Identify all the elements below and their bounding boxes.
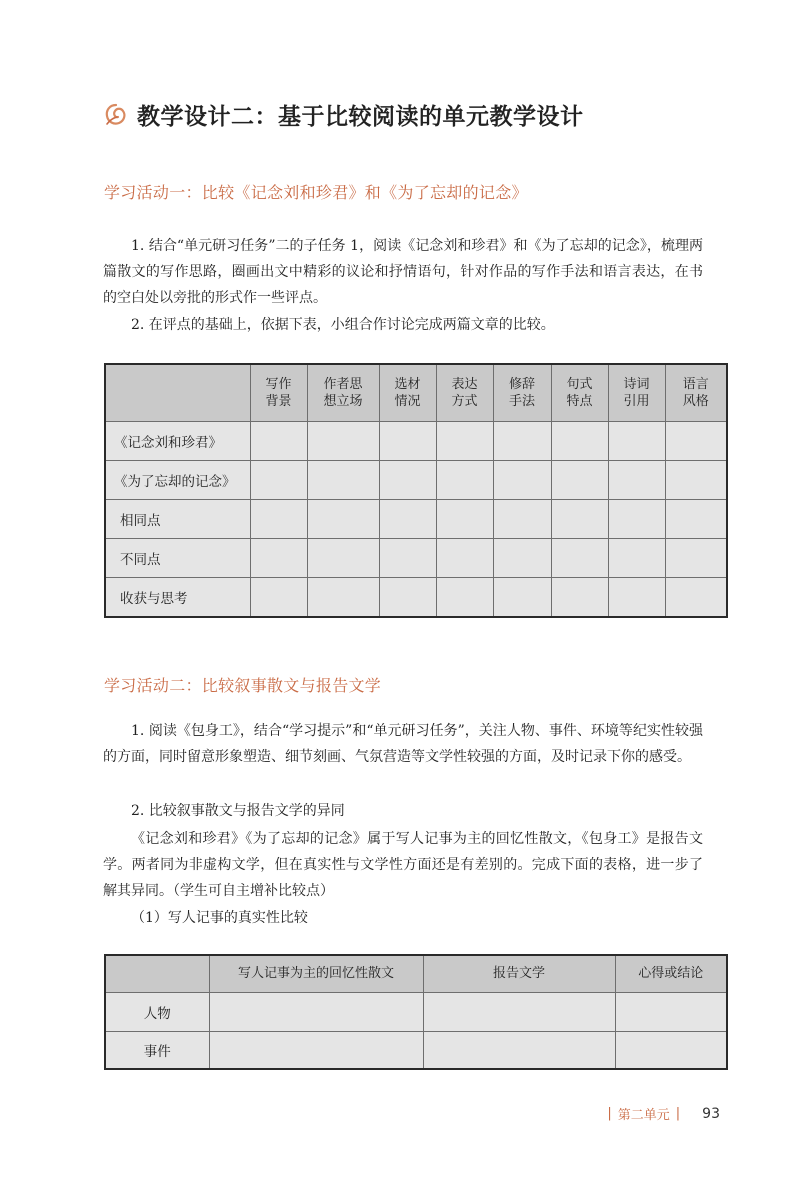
table1-cell[interactable] [665,577,727,617]
page-number: 93 [702,1105,720,1122]
page-footer [601,1104,720,1123]
table1-row-label: 收获与思考 [105,577,250,617]
table1-cell[interactable] [307,499,379,538]
table1-cell[interactable] [307,538,379,577]
activity1-title: 学习活动一：比较《记念刘和珍君》和《为了忘却的记念》 [104,183,528,202]
table1-header: 诗词 引用 [608,364,665,421]
table1-cell[interactable] [551,577,608,617]
table1-cell[interactable] [250,460,307,499]
table2-corner-cell [105,955,209,992]
activity2-paragraph-2: 2. 比较叙事散文与报告文学的异同 [131,803,345,819]
table1-header: 作者思 想立场 [307,364,379,421]
table1-header: 写作 背景 [250,364,307,421]
table2-header: 写人记事为主的回忆性散文 [209,955,423,992]
activity2-title: 学习活动二：比较叙事散文与报告文学 [104,676,382,695]
table1-cell[interactable] [608,577,665,617]
comparison-table-2 [104,954,728,1070]
table2-row-label: 事件 [105,1031,209,1069]
table1-cell[interactable] [307,460,379,499]
table1-cell[interactable] [551,538,608,577]
footer-unit: 第二单元 [617,1108,670,1123]
table2-cell[interactable] [615,992,727,1031]
comparison-table-1 [104,363,728,618]
table1-cell[interactable] [436,421,493,460]
table2-row-label: 人物 [105,992,209,1031]
table1-row-label: 《记念刘和珍君》 [105,421,250,460]
table-row [105,1031,727,1069]
table1-cell[interactable] [608,460,665,499]
footer-divider: | [607,1106,612,1121]
table1-cell[interactable] [551,499,608,538]
footer-divider: | [675,1106,681,1121]
table1-cell[interactable] [608,538,665,577]
table1-cell[interactable] [551,460,608,499]
table-row [105,460,727,499]
table2-cell[interactable] [209,1031,423,1069]
table1-cell[interactable] [665,538,727,577]
swirl-leaf-icon [103,102,129,128]
table1-cell[interactable] [307,421,379,460]
table1-cell[interactable] [665,421,727,460]
table1-cell[interactable] [551,421,608,460]
table1-cell[interactable] [493,577,551,617]
table2-cell[interactable] [423,1031,615,1069]
activity2-paragraph-1: 1. 阅读《包身工》，结合“学习提示”和“单元研习任务”，关注人物、事件、环境等纪实性较强的方面，同时留意形象塑造、细节刻画、气氛营造等文学性较强的方面，及时记录下你的感受。 [103,723,703,765]
table2-header-row [105,955,727,992]
table1-cell[interactable] [436,538,493,577]
table1-header: 句式 特点 [551,364,608,421]
table2-header: 心得或结论 [615,955,727,992]
activity2-paragraph-3: 《记念刘和珍君》《为了忘却的记念》属于写人记事为主的回忆性散文，《包身工》是报告文学。两者同为非虚构文学，但在真实性与文学性方面还是有差别的。完成下面的表格，进一步了解其异同。（学生可自主增补比较点） [103,831,703,899]
table-row [105,577,727,617]
table1-cell[interactable] [608,499,665,538]
table1-cell[interactable] [250,421,307,460]
activity1-paragraph-1: 1. 结合“单元研习任务”二的子任务 1，阅读《记念刘和珍君》和《为了忘却的记念》，梳理两篇散文的写作思路，圈画出文中精彩的议论和抒情语句，针对作品的写作手法和语言表达，在书的空白处以旁批的形式作一些评点。 [103,238,703,306]
table2-cell[interactable] [615,1031,727,1069]
table1-cell[interactable] [307,577,379,617]
table2-cell[interactable] [423,992,615,1031]
table1-cell[interactable] [379,421,436,460]
activity1-paragraph-2: 2. 在评点的基础上，依据下表，小组合作讨论完成两篇文章的比较。 [131,317,555,333]
table2-cell[interactable] [209,992,423,1031]
table-row [105,499,727,538]
table-row [105,538,727,577]
table1-cell[interactable] [379,499,436,538]
table1-cell[interactable] [379,538,436,577]
table1-row-label: 《为了忘却的记念》 [105,460,250,499]
table1-header-row [105,364,727,421]
table1-cell[interactable] [250,538,307,577]
table1-header: 选材 情况 [379,364,436,421]
table1-cell[interactable] [665,499,727,538]
table1-cell[interactable] [493,538,551,577]
table-row [105,992,727,1031]
table1-cell[interactable] [436,577,493,617]
section-heading [103,98,584,131]
table1-corner-cell [105,364,250,421]
table1-cell[interactable] [493,499,551,538]
table1-header: 修辞 手法 [493,364,551,421]
table1-row-label: 不同点 [105,538,250,577]
table1-cell[interactable] [436,499,493,538]
table1-row-label: 相同点 [105,499,250,538]
table2-header: 报告文学 [423,955,615,992]
activity2-subheading: （1）写人记事的真实性比较 [131,910,308,926]
table1-cell[interactable] [379,460,436,499]
page-title: 教学设计二：基于比较阅读的单元教学设计 [137,104,584,130]
table1-cell[interactable] [608,421,665,460]
table1-cell[interactable] [493,460,551,499]
table1-cell[interactable] [493,421,551,460]
table1-header: 语言 风格 [665,364,727,421]
table1-cell[interactable] [665,460,727,499]
table1-cell[interactable] [250,577,307,617]
table1-cell[interactable] [379,577,436,617]
table1-cell[interactable] [250,499,307,538]
table-row [105,421,727,460]
table1-cell[interactable] [436,460,493,499]
table1-header: 表达 方式 [436,364,493,421]
